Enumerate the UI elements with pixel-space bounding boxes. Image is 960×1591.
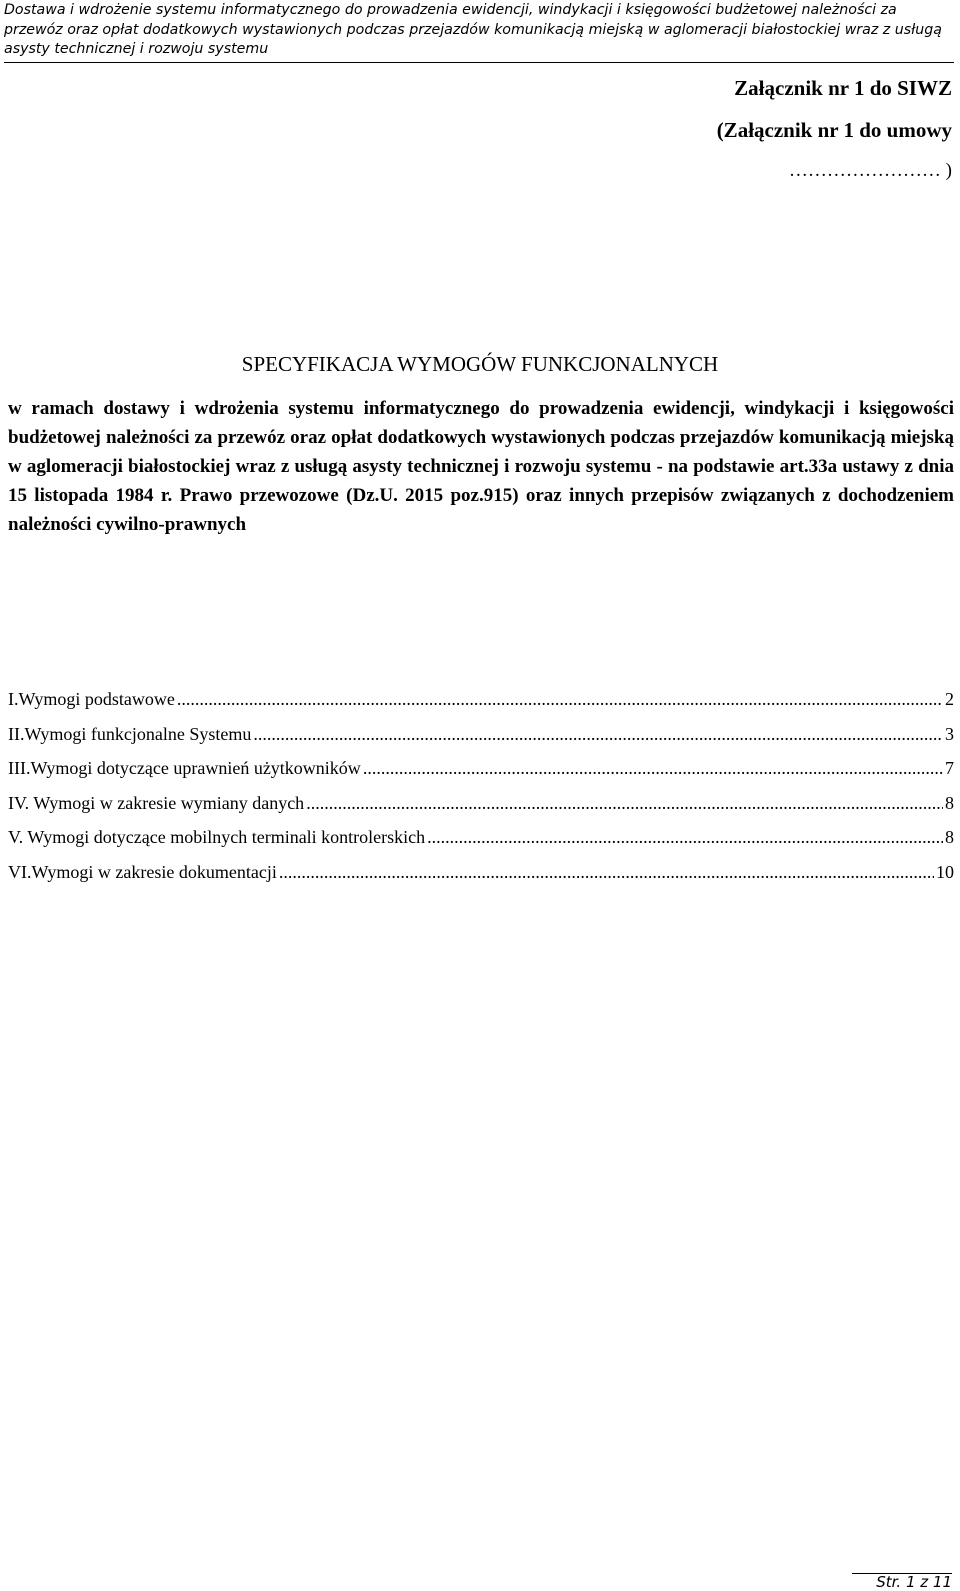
toc-entry[interactable]	[8, 758, 954, 793]
toc-entry[interactable]	[8, 793, 954, 828]
toc-entry-label: II.Wymogi funkcjonalne Systemu	[8, 723, 252, 744]
toc-entry-page: 8	[945, 827, 954, 848]
toc-entry-label: III.Wymogi dotyczące uprawnień użytkowników	[8, 758, 361, 779]
toc-entry-page: 2	[945, 689, 954, 709]
toc-entry-page: 8	[945, 792, 954, 813]
toc-entry[interactable]	[8, 862, 954, 897]
toc-leader-dots	[279, 862, 934, 883]
document-description: w ramach dostawy i wdrożenia systemu informatycznego do prowadzenia ewidencji, windykacji i księgowości budżetowej należności za przewóz oraz opłat dodatkowych wystawionych podczas przejazdów komunikacją miejską w aglomeracji białostockiej wraz z usługą asysty technicznej i rozwoju systemu - na podstawie art.33a ustawy z dnia 15 listopada 1984 r. Prawo przewozowe (Dz.U. 2015 poz.915) oraz innych przepisów związanych z dochodzeniem należności cywilno-prawnych	[8, 398, 954, 535]
toc-entry[interactable]	[8, 827, 954, 862]
toc-entry[interactable]	[8, 724, 954, 759]
toc-entry-page: 10	[936, 861, 954, 882]
table-of-contents	[8, 689, 954, 897]
page-number-footer: Str. 1 z 11	[852, 1573, 952, 1590]
toc-leader-dots	[177, 689, 943, 710]
toc-entry-label: V. Wymogi dotyczące mobilnych terminali kontrolerskich	[8, 827, 426, 848]
toc-entry-label: IV. Wymogi w zakresie wymiany danych	[8, 792, 305, 813]
annex-contract-label: (Załącznik nr 1 do umowy	[716, 118, 952, 142]
toc-entry[interactable]	[8, 689, 954, 724]
toc-entry-label: VI.Wymogi w zakresie dokumentacji	[8, 861, 277, 882]
toc-entry-page: 3	[945, 723, 954, 744]
toc-leader-dots	[253, 724, 943, 745]
toc-leader-dots	[306, 793, 943, 814]
running-header: Dostawa i wdrożenie systemu informatycznego do prowadzenia ewidencji, windykacji i księgowości budżetowej należności za przewóz oraz opłat dodatkowych wystawionych podczas przejazdów komunikacją miejską w aglomeracji białostockiej wraz z usługą asysty technicznej i rozwoju systemu	[4, 1, 954, 63]
toc-entry-label: I.Wymogi podstawowe	[8, 689, 175, 709]
toc-leader-dots	[363, 758, 943, 779]
toc-entry-page: 7	[945, 758, 954, 779]
annex-contract-number-placeholder: …………………… )	[788, 160, 952, 181]
annex-label: Załącznik nr 1 do SIWZ	[734, 76, 952, 100]
toc-leader-dots	[427, 827, 943, 848]
document-title: SPECYFIKACJA WYMOGÓW FUNKCJONALNYCH	[241, 352, 719, 376]
